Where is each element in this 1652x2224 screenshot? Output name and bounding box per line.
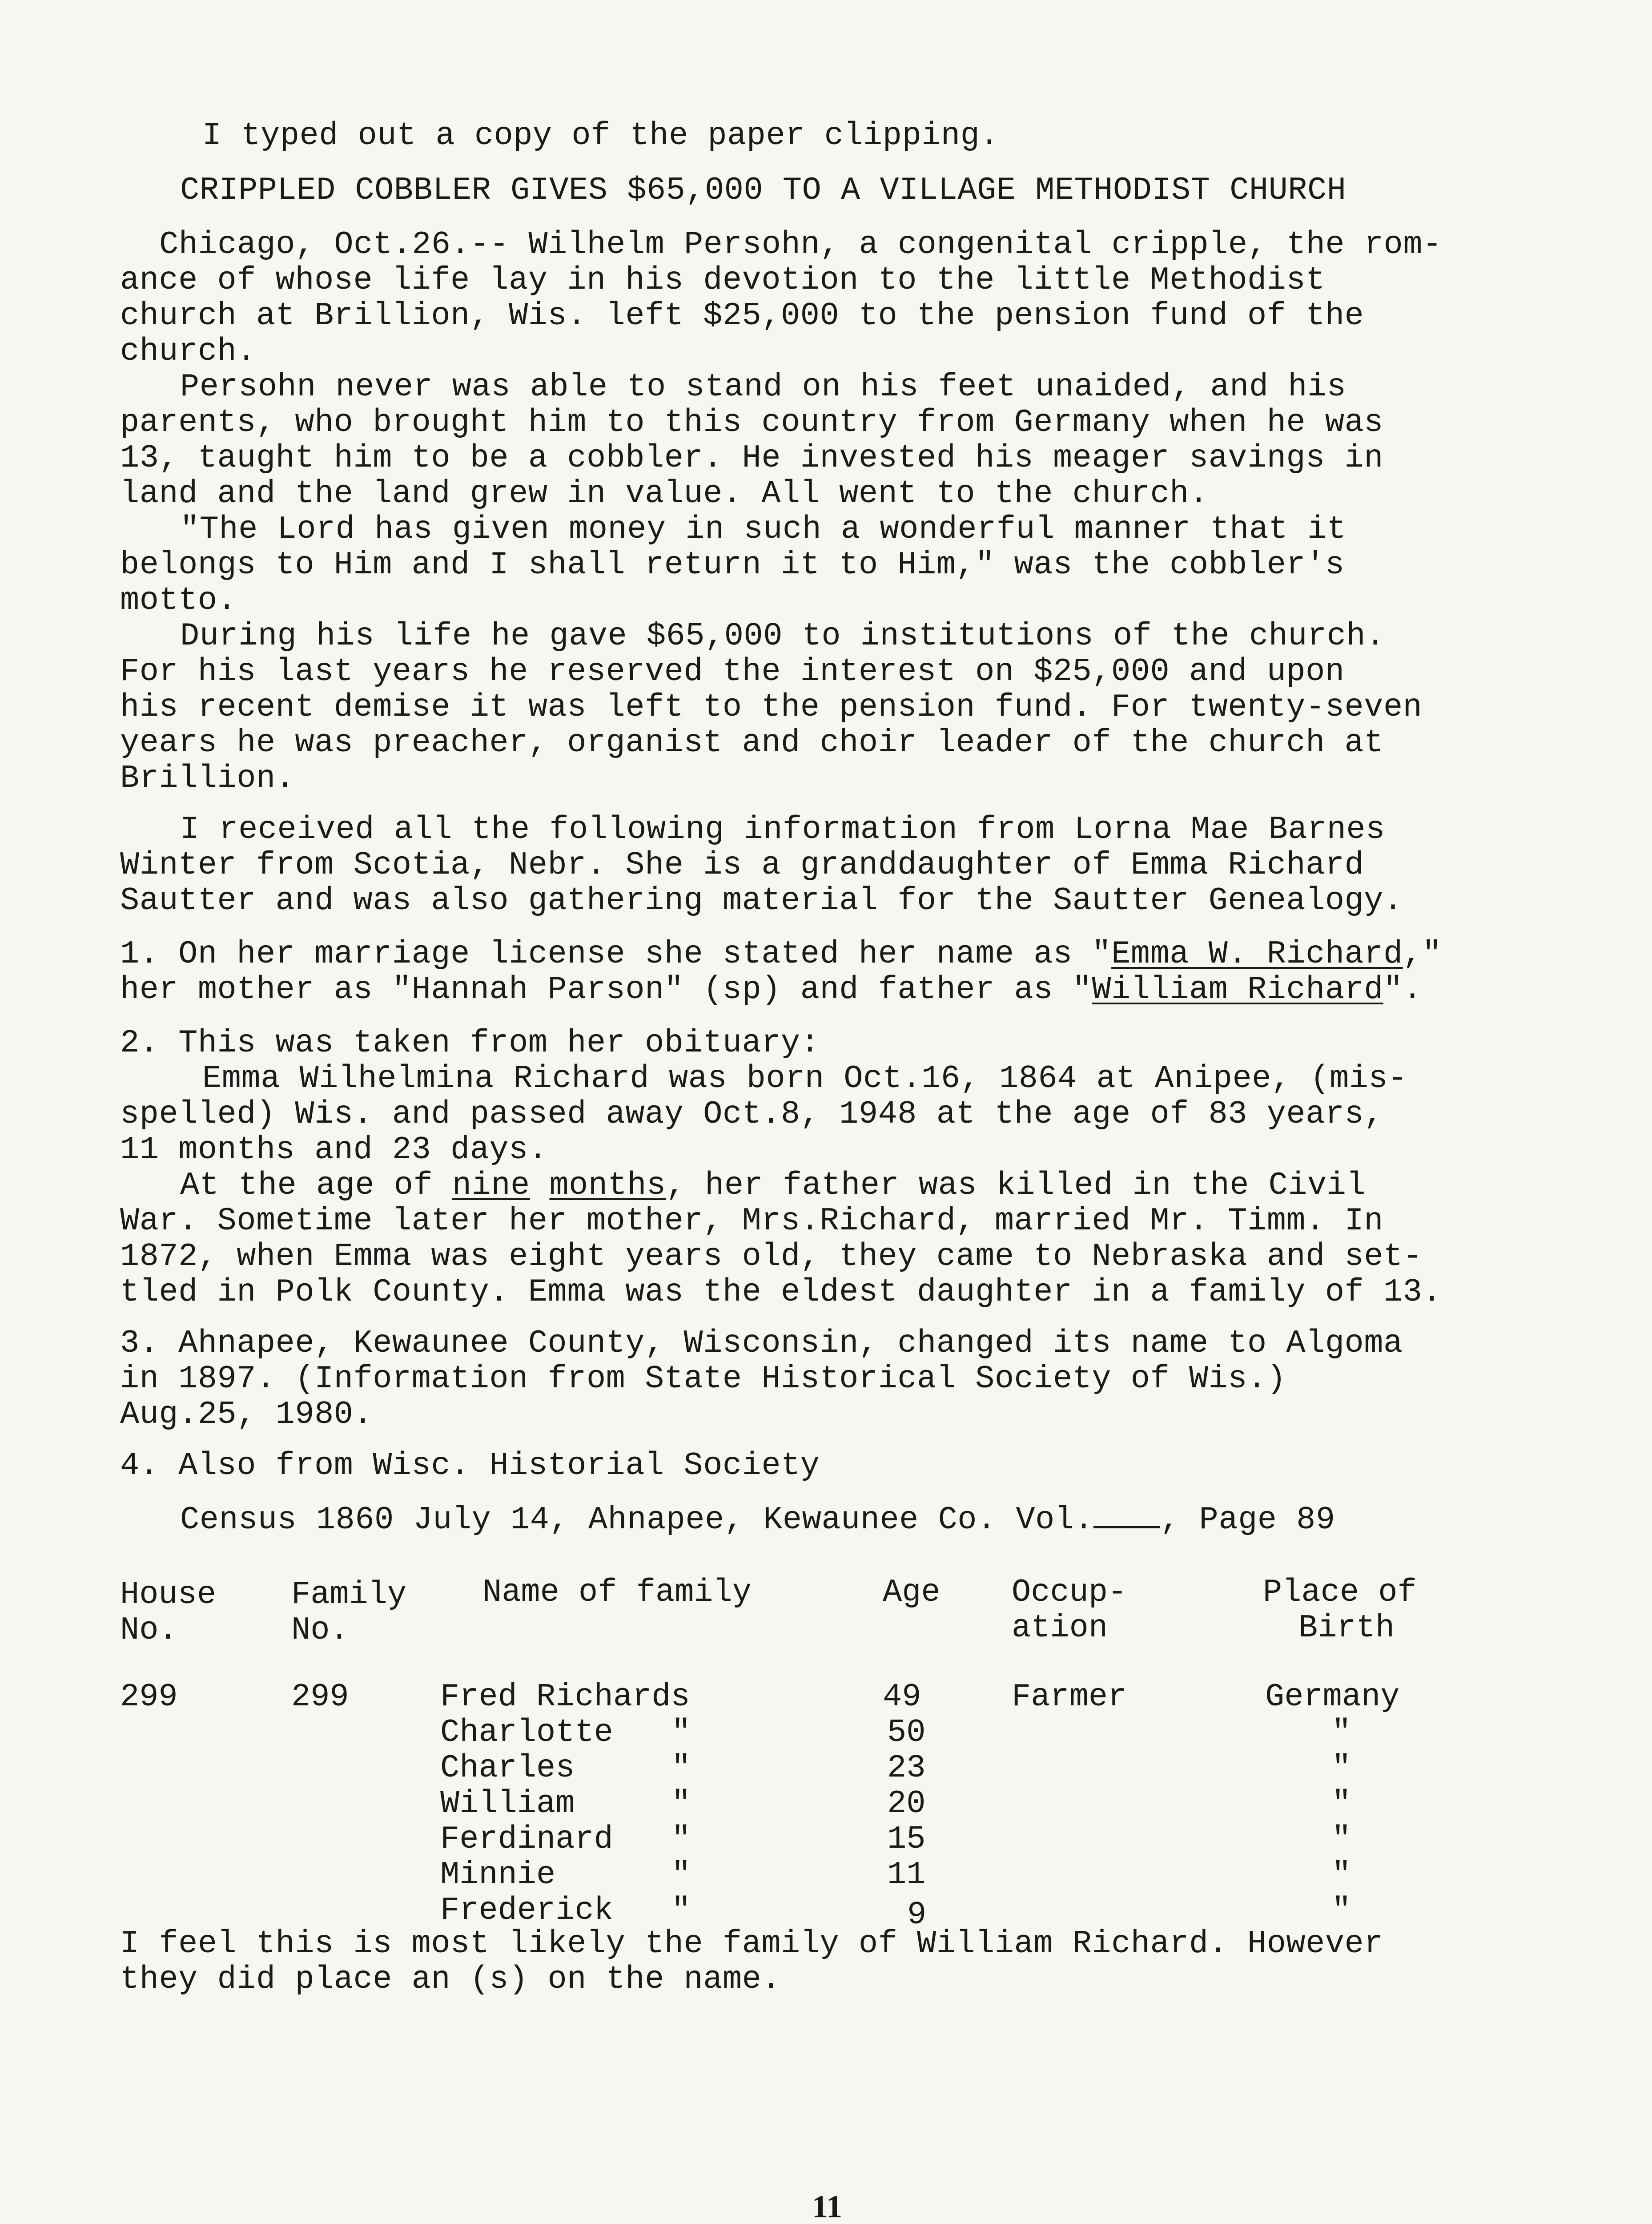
member-name: Charlotte — [440, 1714, 613, 1751]
obituary-line: War. Sometime later her mother, Mrs.Richard, married Mr. Timm. In — [120, 1203, 1383, 1239]
william-name-underlined: William Richard — [1092, 971, 1383, 1008]
member-occupation: Farmer — [1012, 1679, 1127, 1715]
obituary-line: spelled) Wis. and passed away Oct.8, 1948 at the age of 83 years, — [120, 1096, 1383, 1132]
member-name: Charles — [440, 1750, 575, 1786]
member-birth: Germany — [1265, 1679, 1400, 1715]
member-birth: " — [1332, 1892, 1351, 1929]
ditto-mark: " — [671, 1821, 691, 1857]
member-birth: " — [1332, 1821, 1351, 1857]
item-4-intro: 4. Also from Wisc. Historial Society — [120, 1447, 820, 1484]
received-line: Winter from Scotia, Nebr. She is a granddaughter of Emma Richard — [120, 847, 1364, 883]
header-birth: Place of — [1263, 1574, 1417, 1611]
closing-line: I feel this is most likely the family of William Richard. However — [120, 1926, 1383, 1962]
member-age: 20 — [887, 1785, 926, 1822]
received-line: Sautter and was also gathering material for the Sautter Genealogy. — [120, 882, 1403, 919]
member-birth: " — [1332, 1857, 1351, 1893]
header-occupation: Occup- — [1012, 1574, 1127, 1611]
volume-blank — [1093, 1501, 1160, 1528]
ditto-mark: " — [671, 1892, 691, 1929]
header-house: No. — [120, 1612, 178, 1648]
article-line: For his last years he reserved the interest on $25,000 and upon — [120, 653, 1345, 690]
family-number: 299 — [291, 1679, 349, 1715]
member-age: 11 — [887, 1857, 926, 1893]
obituary-line: Emma Wilhelmina Richard was born Oct.16, 1864 at Anipee, (mis- — [202, 1060, 1407, 1097]
article-line: years he was preacher, organist and choir leader of the church at — [120, 725, 1383, 761]
item-3-line: Aug.25, 1980. — [120, 1396, 373, 1433]
header-occupation: ation — [1012, 1610, 1108, 1646]
intro-line: I typed out a copy of the paper clipping. — [202, 117, 999, 154]
member-name: Fred Richards — [440, 1679, 690, 1715]
ditto-mark: " — [671, 1785, 691, 1822]
underlined-word: nine — [452, 1167, 530, 1204]
article-line: During his life he gave $65,000 to institutions of the church. — [180, 618, 1385, 654]
item-1-line: her mother as "Hannah Parson" (sp) and father as "William Richard". — [120, 971, 1423, 1008]
obituary-line: tled in Polk County. Emma was the eldest daughter in a family of 13. — [120, 1274, 1442, 1310]
header-house: House — [120, 1576, 217, 1613]
member-name: Frederick — [440, 1892, 613, 1929]
article-line: "The Lord has given money in such a wonderful manner that it — [180, 511, 1347, 548]
item-3-line: 3. Ahnapee, Kewaunee County, Wisconsin, changed its name to Algoma — [120, 1325, 1403, 1362]
article-line: parents, who brought him to this country from Germany when he was — [120, 404, 1383, 441]
article-line: Brillion. — [120, 760, 295, 797]
member-age: 49 — [883, 1679, 921, 1715]
article-line: church at Brillion, Wis. left $25,000 to the pension fund of the — [120, 298, 1364, 334]
article-line: church. — [120, 333, 256, 370]
member-birth: " — [1332, 1750, 1351, 1786]
article-line: Persohn never was able to stand on his feet unaided, and his — [180, 369, 1347, 405]
member-birth: " — [1332, 1785, 1351, 1822]
ditto-mark: " — [671, 1714, 691, 1751]
item-2-intro: 2. This was taken from her obituary: — [120, 1025, 820, 1061]
article-line: ance of whose life lay in his devotion to the little Methodist — [120, 262, 1325, 298]
house-number: 299 — [120, 1679, 178, 1715]
article-line: 13, taught him to be a cobbler. He invested his meager savings in — [120, 440, 1383, 476]
header-birth: Birth — [1298, 1610, 1395, 1646]
member-age: 23 — [887, 1750, 926, 1786]
header-age: Age — [883, 1574, 941, 1611]
ditto-mark: " — [671, 1750, 691, 1786]
article-line: his recent demise it was left to the pension fund. For twenty-seven — [120, 689, 1423, 725]
obituary-line: 11 months and 23 days. — [120, 1132, 548, 1168]
underlined-word: months — [549, 1167, 666, 1204]
article-line: motto. — [120, 582, 237, 619]
member-age: 50 — [887, 1714, 926, 1751]
census-line: Census 1860 July 14, Ahnapee, Kewaunee Co. Vol. , Page 89 — [180, 1502, 1335, 1538]
member-age: 9 — [907, 1897, 927, 1933]
item-1-line: 1. On her marriage license she stated her name as "Emma W. Richard," — [120, 936, 1442, 972]
article-line: Chicago, Oct.26.-- Wilhelm Persohn, a congenital cripple, the rom- — [159, 226, 1442, 263]
emma-name-underlined: Emma W. Richard — [1111, 936, 1403, 972]
article-headline: CRIPPLED COBBLER GIVES $65,000 TO A VILLAGE METHODIST CHURCH — [180, 172, 1347, 209]
ditto-mark: " — [671, 1857, 691, 1893]
member-name: Minnie — [440, 1857, 556, 1893]
member-name: Ferdinard — [440, 1821, 613, 1857]
article-line: land and the land grew in value. All went to the church. — [120, 475, 1209, 512]
page-number: 11 — [812, 2189, 843, 2224]
item-3-line: in 1897. (Information from State Historical Society of Wis.) — [120, 1361, 1286, 1397]
obituary-line: At the age of nine months, her father was killed in the Civil — [180, 1167, 1366, 1204]
obituary-line: 1872, when Emma was eight years old, they came to Nebraska and set- — [120, 1238, 1423, 1275]
received-line: I received all the following information from Lorna Mae Barnes — [180, 811, 1385, 848]
member-age: 15 — [887, 1821, 926, 1857]
header-name: Name of family — [482, 1574, 752, 1611]
header-family: No. — [291, 1612, 349, 1648]
article-line: belongs to Him and I shall return it to Him," was the cobbler's — [120, 547, 1345, 583]
closing-line: they did place an (s) on the name. — [120, 1961, 781, 1998]
member-birth: " — [1332, 1714, 1351, 1751]
header-family: Family — [291, 1576, 407, 1613]
member-name: William — [440, 1785, 575, 1822]
